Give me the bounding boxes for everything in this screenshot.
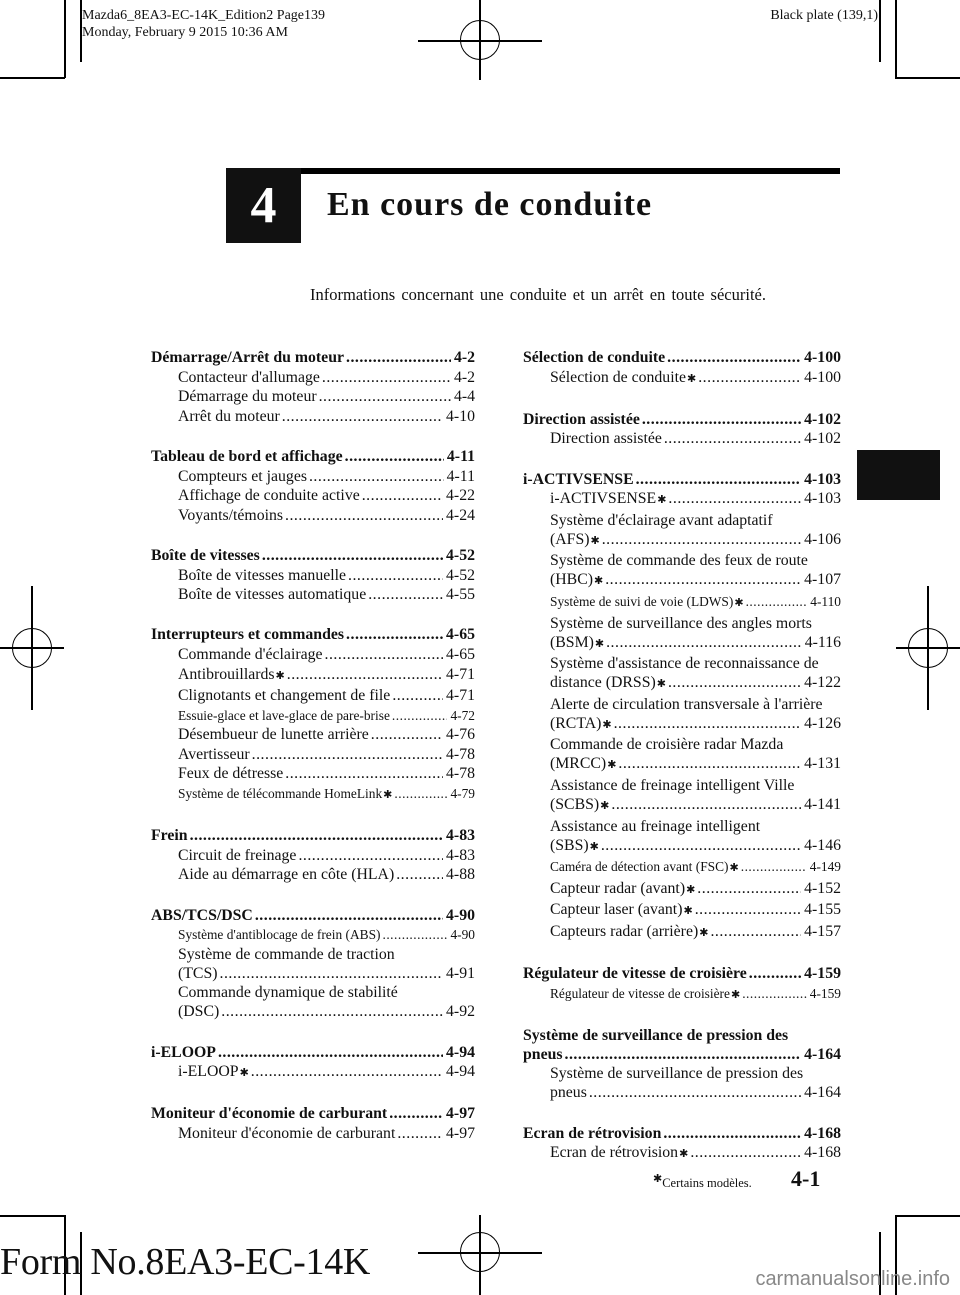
toc-entry-wrap (523, 776, 841, 795)
toc-entry-label-line1: Système de commande de traction (178, 945, 395, 963)
dot-leader (368, 585, 443, 605)
toc-entry-label: Feux de détresse (178, 765, 284, 783)
toc-entry-label: (TCS) (178, 964, 218, 982)
dot-leader (345, 447, 444, 467)
toc-entry-label: distance (DRSS) (550, 674, 656, 692)
toc-entry (523, 984, 841, 1006)
toc-entry-label: Boîte de vitesses manuelle (178, 566, 347, 584)
star-icon: ✱ (656, 678, 666, 691)
toc-entry-page: 4-155 (804, 901, 841, 919)
toc-entry-page: 4-24 (446, 506, 475, 524)
toc-entry-label: Ecran de rétrovision (550, 1144, 679, 1162)
toc-section-heading (151, 906, 475, 926)
dot-leader (382, 925, 447, 945)
toc-entry-page: 4-78 (446, 745, 475, 763)
toc-right-column (523, 348, 841, 1185)
footnote (652, 1172, 752, 1191)
dot-leader (346, 348, 451, 368)
toc-entry-label: Régulateur de vitesse de croisière (523, 965, 747, 983)
toc-entry-label: Régulateur de vitesse de croisière (550, 985, 730, 1001)
toc-section (151, 1104, 475, 1143)
toc-entry (523, 714, 841, 736)
toc-entry-label-line1: Commande de croisière radar Mazda (550, 736, 784, 754)
toc-entry-label: Capteur laser (avant) (550, 901, 683, 919)
toc-entry-page: 4-78 (446, 765, 475, 783)
dot-leader (389, 1104, 443, 1124)
star-icon: ✱ (594, 575, 604, 588)
toc-entry-page: 4-149 (809, 859, 841, 875)
toc-entry (523, 922, 841, 944)
star-icon: ✱ (594, 637, 605, 650)
toc-entry (523, 879, 841, 901)
toc-entry (151, 506, 475, 526)
toc-entry-wrap (523, 817, 841, 836)
toc-entry (151, 745, 475, 765)
toc-entry-label: Moniteur d'économie de carburant (151, 1105, 388, 1123)
toc-entry-label: Capteur radar (avant) (550, 879, 686, 897)
dot-leader (698, 368, 801, 388)
toc-entry-label: Clignotants et changement de file (178, 687, 391, 705)
toc-section-heading (151, 546, 475, 566)
toc-entry-label-line1: Alerte de circulation transversale à l'arrière (550, 695, 823, 713)
toc-entry (151, 467, 475, 487)
toc-entry (151, 725, 475, 745)
toc-section (151, 826, 475, 885)
toc-section (151, 906, 475, 1022)
toc-entry-page: 4-52 (446, 566, 475, 584)
toc-entry-page: 4-122 (804, 674, 841, 692)
toc-entry (151, 1062, 475, 1084)
toc-entry-page: 4-2 (453, 349, 475, 366)
toc-entry (151, 686, 475, 706)
toc-section (151, 625, 475, 805)
dot-leader (668, 489, 801, 509)
dot-leader (664, 429, 801, 449)
toc-entry (151, 585, 475, 605)
toc-entry (151, 387, 475, 407)
toc-entry-page: 4-88 (446, 866, 475, 884)
toc-section (151, 1043, 475, 1084)
toc-entry-label: Système d'antiblocage de frein (ABS) (178, 927, 381, 943)
toc-entry-label: (RCTA) (550, 714, 602, 732)
dot-leader (218, 1043, 443, 1063)
toc-entry-label: Système de télécommande HomeLink (178, 786, 383, 802)
footnote-text: Certains modèles. (662, 1176, 752, 1190)
toc-entry-page: 4-90 (446, 906, 475, 924)
chapter-number: 4 (226, 168, 301, 243)
toc-entry-label: Démarrage/Arrêt du moteur (151, 349, 344, 366)
toc-entry-label: Système de suivi de voie (LDWS) (550, 593, 734, 609)
toc-entry-page: 4-131 (804, 755, 841, 773)
toc-entry-page: 4-4 (453, 388, 475, 406)
toc-entry-page: 4-79 (450, 786, 475, 802)
toc-entry (523, 673, 841, 695)
toc-section (523, 1124, 841, 1165)
dot-leader (601, 836, 801, 856)
dot-leader (746, 592, 808, 612)
toc-entry (523, 633, 841, 655)
toc-entry-label: Caméra de détection avant (FSC) (550, 859, 729, 875)
dot-leader (190, 826, 443, 846)
toc-entry-label: i-ELOOP (178, 1063, 239, 1081)
toc-entry-page: 4-157 (804, 922, 841, 940)
toc-entry-label: Direction assistée (550, 430, 662, 448)
toc-entry-wrap (523, 735, 841, 754)
toc-entry-page: 4-100 (804, 368, 841, 386)
toc-entry-label: Démarrage du moteur (178, 388, 317, 406)
toc-entry-label: Ecran de rétrovision (523, 1124, 662, 1142)
star-icon: ✱ (686, 883, 696, 896)
toc-entry (151, 368, 475, 388)
toc-entry (151, 706, 475, 726)
dot-leader (589, 1083, 801, 1103)
dot-leader (392, 686, 443, 706)
dot-leader (667, 348, 801, 368)
dot-leader (322, 368, 451, 388)
dot-leader (287, 665, 443, 685)
toc-entry-label: Boîte de vitesses automatique (178, 586, 367, 604)
toc-entry-wrap (523, 654, 841, 673)
toc-section-heading (151, 625, 475, 645)
toc-entry-label-line1: Assistance de freinage intelligent Ville (550, 776, 795, 794)
page-number: 4-1 (791, 1166, 821, 1191)
toc-entry-page: 4-97 (446, 1124, 475, 1142)
toc-entry-label: Commande d'éclairage (178, 645, 323, 663)
toc-section-heading (523, 1045, 841, 1065)
toc-entry-page: 4-152 (804, 879, 841, 897)
toc-entry-label: Direction assistée (523, 410, 640, 428)
toc-entry-label: pneus (523, 1045, 563, 1063)
star-icon: ✱ (589, 840, 599, 853)
star-icon: ✱ (239, 1067, 249, 1080)
toc-entry-label: (HBC) (550, 571, 594, 589)
toc-entry-wrap (523, 1064, 841, 1083)
toc-entry (523, 795, 841, 817)
toc-entry-label-line1: Système d'éclairage avant adaptatif (550, 511, 773, 529)
toc-entry-label: Circuit de freinage (178, 846, 297, 864)
toc-entry-label: (AFS) (550, 530, 590, 548)
chapter-banner (226, 168, 840, 243)
toc-section-heading (151, 447, 475, 467)
dot-leader (396, 865, 443, 885)
dot-leader (606, 633, 802, 653)
toc-entry-label: Aide au démarrage en côte (HLA) (178, 866, 395, 884)
dot-leader (741, 857, 807, 877)
toc-entry (151, 566, 475, 586)
star-icon: ✱ (683, 905, 693, 918)
dot-leader (690, 1143, 801, 1163)
toc-section-heading (151, 826, 475, 846)
toc-entry-page: 4-106 (804, 530, 841, 548)
toc-entry-label-line1: Système de commande des feux de route (550, 552, 808, 570)
toc-entry-page: 4-91 (446, 964, 475, 982)
dot-leader (309, 467, 444, 487)
toc-entry (151, 486, 475, 506)
form-number: Form No.8EA3-EC-14K (0, 1241, 371, 1283)
toc-entry-label-line1: Commande dynamique de stabilité (178, 984, 398, 1002)
toc-entry-page: 4-94 (446, 1063, 475, 1081)
toc-entry-page: 4-11 (446, 467, 475, 485)
toc-section (523, 1026, 841, 1103)
toc-entry (151, 1124, 475, 1144)
toc-section (151, 546, 475, 605)
toc-entry-label: Désembueur de lunette arrière (178, 726, 369, 744)
toc-entry-label: Capteurs radar (arrière) (550, 922, 699, 940)
toc-entry (151, 784, 475, 806)
toc-entry-page: 4-92 (446, 1003, 475, 1021)
toc-entry (523, 489, 841, 511)
dot-leader (602, 530, 801, 550)
toc-entry-page: 4-90 (450, 927, 475, 943)
toc-entry-wrap (523, 511, 841, 530)
toc-entry-label: ABS/TCS/DSC (151, 906, 253, 924)
toc-entry (151, 846, 475, 866)
toc-entry-label: i-ELOOP (151, 1043, 216, 1061)
star-icon: ✱ (383, 789, 393, 802)
toc-entry-page: 4-103 (804, 470, 841, 488)
toc-entry-label: Interrupteurs et commandes (151, 626, 345, 644)
chapter-title: En cours de conduite (327, 186, 653, 223)
toc-entry-page: 4-141 (804, 795, 841, 813)
toc-entry-label: (BSM) (550, 633, 594, 651)
toc-entry (523, 368, 841, 390)
dot-leader (663, 1124, 801, 1144)
toc-entry-page: 4-65 (446, 645, 475, 663)
toc-entry (523, 530, 841, 552)
dot-leader (255, 906, 443, 926)
toc-section (523, 964, 841, 1005)
star-icon: ✱ (590, 534, 600, 547)
toc-entry-page: 4-55 (446, 586, 475, 604)
toc-entry-wrap (151, 983, 475, 1002)
toc-entry-page: 4-71 (446, 665, 475, 683)
toc-entry-label: (SCBS) (550, 795, 600, 813)
toc-entry (151, 645, 475, 665)
star-icon: ✱ (699, 926, 709, 939)
dot-leader (251, 1062, 443, 1082)
toc-entry-page: 4-126 (804, 714, 841, 732)
toc-entry-page: 4-52 (446, 546, 475, 564)
toc-entry (523, 592, 841, 614)
dot-leader (319, 387, 451, 407)
chapter-subtitle: Informations concernant une conduite et un arrêt en toute sécurité. (310, 285, 766, 304)
toc-entry-label: Frein (151, 827, 188, 845)
star-icon: ✱ (687, 372, 697, 385)
toc-entry (523, 754, 841, 776)
toc-entry-page: 4-102 (804, 410, 841, 428)
toc-entry-label: i-ACTIVSENSE (550, 490, 657, 508)
print-slug (82, 7, 325, 41)
dot-leader (668, 673, 801, 693)
toc-section-heading (523, 964, 841, 984)
star-icon: ✱ (607, 759, 617, 772)
print-slug-line1: Mazda6_8EA3-EC-14K_Edition2 Page139 (82, 8, 326, 23)
dot-leader (392, 706, 448, 726)
star-icon: ✱ (275, 669, 285, 682)
toc-entry-page: 4-168 (804, 1144, 841, 1162)
toc-entry-label-line1: Assistance au freinage intelligent (550, 817, 761, 835)
dot-leader (611, 795, 801, 815)
toc-section-heading (151, 1104, 475, 1124)
toc-entry-page: 4-65 (446, 626, 475, 644)
toc-section-heading (523, 470, 841, 490)
toc-entry-page: 4-22 (446, 487, 475, 505)
toc-section-heading-line1: Système de surveillance de pression des (523, 1026, 789, 1044)
toc-entry-label: (MRCC) (550, 755, 607, 773)
toc-section (523, 348, 841, 389)
toc-entry (523, 857, 841, 879)
toc-entry-label: Tableau de bord et affichage (151, 447, 343, 465)
star-icon: ✱ (679, 1148, 689, 1161)
dot-leader (220, 964, 444, 984)
star-icon: ✱ (729, 862, 739, 875)
dot-leader (565, 1045, 802, 1065)
dot-leader (252, 745, 443, 765)
chapter-side-tab (857, 450, 940, 500)
dot-leader (695, 900, 801, 920)
dot-leader (397, 1124, 443, 1144)
toc-entry-page: 4-159 (809, 985, 841, 1001)
toc-entry-page: 4-94 (446, 1043, 475, 1061)
dot-leader (394, 784, 447, 804)
dot-leader (742, 984, 807, 1004)
plate-label: Black plate (139,1) (770, 8, 878, 23)
toc-entry (151, 925, 475, 945)
toc-entry (151, 665, 475, 687)
toc-entry-label-line1: Système de surveillance des angles morts (550, 614, 812, 632)
toc-entry-page: 4-159 (804, 965, 841, 983)
star-icon: ✱ (600, 799, 610, 812)
dot-leader (605, 570, 801, 590)
toc-entry-label: Moniteur d'économie de carburant (178, 1124, 396, 1142)
toc-entry-page: 4-71 (446, 687, 475, 705)
dot-leader (636, 470, 802, 490)
dot-leader (325, 645, 444, 665)
dot-leader (642, 410, 801, 430)
toc-entry-label: Antibrouillards (178, 665, 275, 683)
toc-entry-label: i-ACTIVSENSE (523, 470, 634, 488)
toc-section-heading (523, 348, 841, 368)
toc-entry (151, 407, 475, 427)
toc-entry-page: 4-97 (446, 1105, 475, 1123)
dot-leader (221, 1002, 443, 1022)
toc-entry-page: 4-146 (804, 836, 841, 854)
toc-section (151, 447, 475, 525)
dot-leader (749, 964, 801, 984)
toc-entry-page: 4-2 (453, 368, 475, 386)
dot-leader (362, 486, 443, 506)
dot-leader (346, 625, 443, 645)
star-icon: ✱ (657, 494, 667, 507)
toc-entry-page: 4-102 (804, 430, 841, 448)
dot-leader (285, 506, 443, 526)
toc-entry-label-line1: Système de surveillance de pression des (550, 1065, 804, 1083)
toc-entry-page: 4-72 (450, 707, 475, 723)
toc-entry-label: (SBS) (550, 836, 589, 854)
toc-entry-page: 4-83 (446, 827, 475, 845)
toc-section (151, 348, 475, 426)
toc-entry (151, 1002, 475, 1022)
toc-entry-page: 4-107 (804, 571, 841, 589)
toc-entry-wrap (523, 614, 841, 633)
toc-entry-wrap (523, 551, 841, 570)
toc-entry-label: Affichage de conduite active (178, 487, 360, 505)
toc-entry-label-line1: Système d'assistance de reconnaissance de (550, 655, 819, 673)
toc-entry-label: Essuie-glace et lave-glace de pare-brise (178, 707, 390, 723)
toc-entry (151, 764, 475, 784)
toc-entry-label: Boîte de vitesses (151, 546, 260, 564)
toc-entry-label: Avertisseur (178, 745, 250, 763)
star-icon: ✱ (730, 988, 741, 1001)
toc-left-column (151, 348, 475, 1164)
print-slug-line2: Monday, February 9 2015 10:36 AM (82, 25, 288, 40)
dot-leader (285, 764, 443, 784)
toc-section-heading (523, 410, 841, 430)
toc-entry-page: 4-164 (804, 1045, 841, 1063)
dot-leader (614, 714, 802, 734)
toc-entry-label: Contacteur d'allumage (178, 368, 320, 386)
toc-entry (151, 964, 475, 984)
toc-entry-label: Compteurs et jauges (178, 467, 307, 485)
toc-entry-page: 4-11 (446, 447, 475, 465)
toc-entry-page: 4-164 (804, 1084, 841, 1102)
toc-entry-page: 4-76 (446, 726, 475, 744)
toc-entry-label: Sélection de conduite (523, 349, 666, 366)
toc-entry-wrap (151, 945, 475, 964)
dot-leader (371, 725, 443, 745)
toc-section-heading-wrap (523, 1026, 841, 1045)
toc-entry (523, 1083, 841, 1103)
toc-entry-page: 4-83 (446, 846, 475, 864)
toc-entry (523, 570, 841, 592)
toc-section (523, 410, 841, 449)
star-icon: ✱ (602, 718, 612, 731)
star-icon: ✱ (653, 1173, 663, 1185)
toc-entry-page: 4-100 (804, 349, 841, 366)
toc-section-heading (151, 348, 475, 368)
watermark: carmanualsonline.info (755, 1268, 950, 1290)
toc-entry (151, 865, 475, 885)
dot-leader (348, 566, 443, 586)
toc-section-heading (523, 1124, 841, 1144)
toc-entry-page: 4-116 (804, 633, 841, 651)
dot-leader (710, 922, 801, 942)
toc-entry-label: (DSC) (178, 1003, 220, 1021)
toc-entry-label: pneus (550, 1084, 587, 1102)
dot-leader (282, 407, 443, 427)
toc-entry (523, 836, 841, 858)
toc-entry-label: Sélection de conduite (550, 368, 686, 386)
star-icon: ✱ (734, 596, 744, 609)
toc-entry-page: 4-110 (810, 593, 841, 609)
dot-leader (298, 846, 443, 866)
toc-entry (523, 1143, 841, 1165)
dot-leader (262, 546, 443, 566)
toc-section (523, 470, 841, 944)
toc-entry-wrap (523, 695, 841, 714)
toc-entry-page: 4-10 (446, 407, 475, 425)
toc-entry-page: 4-168 (804, 1124, 841, 1142)
toc-entry-page: 4-103 (804, 490, 841, 508)
toc-section-heading (151, 1043, 475, 1063)
toc-entry-label: Voyants/témoins (178, 506, 284, 524)
toc-entry (523, 429, 841, 449)
toc-entry (523, 900, 841, 922)
toc-entry-label: Arrêt du moteur (178, 407, 280, 425)
dot-leader (697, 879, 801, 899)
dot-leader (618, 754, 801, 774)
